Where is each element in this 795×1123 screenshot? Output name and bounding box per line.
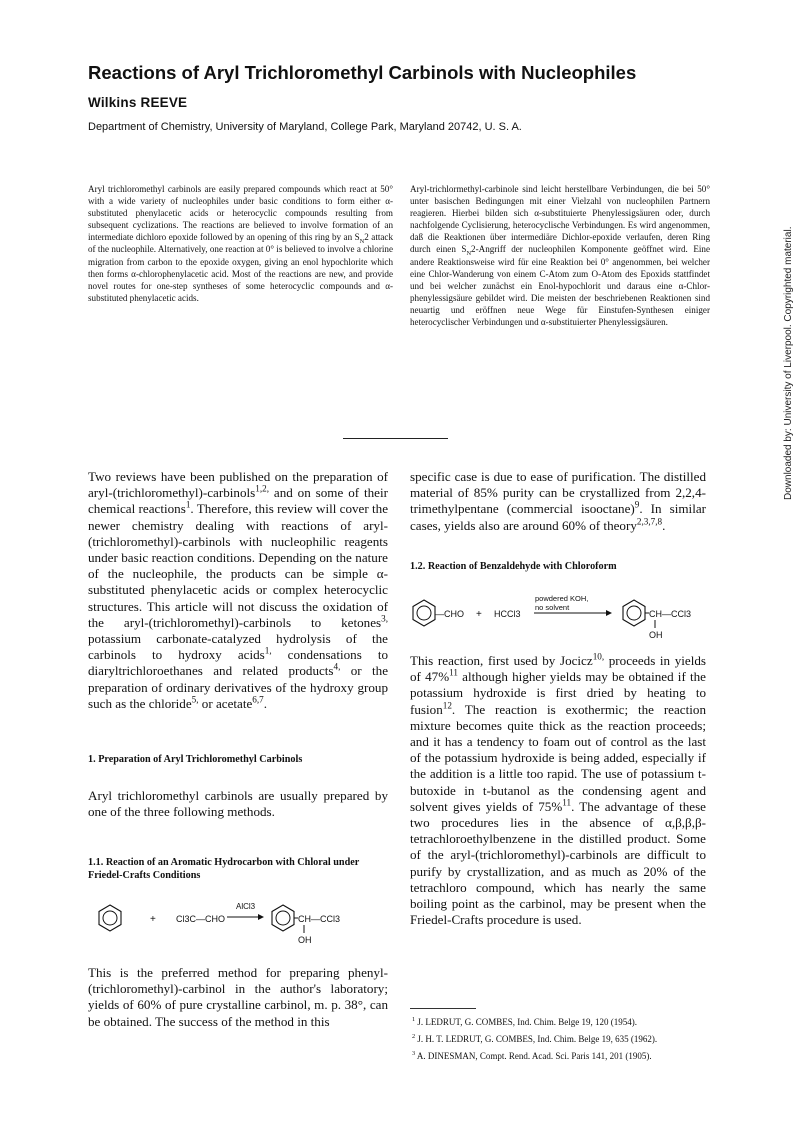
footnote: $^1$ J. LEDRUT, G. COMBES, Ind. Chim. Belge 19, 120 (1954). bbox=[412, 1016, 637, 1027]
affiliation: Department of Chemistry, University of Maryland, College Park, Maryland 20742, U. S. A. bbox=[88, 121, 522, 133]
section-1-heading: 1. Preparation of Aryl Trichloromethyl Carbinols bbox=[88, 754, 303, 765]
section-1-2-paragraph: This reaction, first used by Jocicz$^{10,}$ proceeds in yields of 47%$^{11}$ although higher yields may be obtained if the potassium hydroxide is first dried by heating to fusion$^{12}$. The reaction is exothermic; the reaction mixture becomes quite thick as the reaction proceeds; and it has a tendency to foam out of control as the last of the potassium hydroxide is being added, especially if the addition is a little too rapid. The use of potassium t-butoxide in t-butanol as the condensing agent and solvent gives yields of 75%$^{11}$. The advantage of these two procedures lies in the absence of α,β,β,β-tetrachloroethylbenzene in the distilled product. Some of the aryl-(trichloromethyl)-carbinols are difficult to purify by crystallization, and as much as 20% of the tetrachloro compound, which has nearly the same boiling point as the carbinol, may be present when the Friedel-Crafts procedure is used. bbox=[410, 651, 706, 928]
section-1-paragraph: Aryl trichloromethyl carbinols are usually prepared by one of the three following methods. bbox=[88, 788, 388, 820]
continuation-paragraph: specific case is due to ease of purification. The distilled material of 85% purity can be crystallized from 2,2,4-trimethylpentane (commercial isooctane)$^9$. In similar cases, yields also are around 60% of theory$^{2,3,7,8}$. bbox=[410, 469, 706, 533]
scheme1-catalyst: AlCl3 bbox=[236, 902, 256, 911]
footnote-divider bbox=[410, 1008, 476, 1009]
scheme2-reagent: HCCl3 bbox=[494, 609, 521, 619]
footnote: $^2$ J. H. T. LEDRUT, G. COMBES, Ind. Chim. Belge 19, 635 (1962). bbox=[412, 1033, 658, 1044]
scheme2-condition-top: powdered KOH, bbox=[535, 594, 589, 603]
scheme1-hydroxyl: OH bbox=[298, 935, 312, 945]
abstract-english: Aryl trichloromethyl carbinols are easily prepared compounds which react at 50° with a wide variety of nucleophiles under basic conditions to form either α-substituted phenylacetic acids or heterocyclic compounds resulting from subsequent cyclizations. The reactions are believed to involve formation of an intermediate dichloro epoxide followed by an opening of this ring by an $S_N2$ attack of the nucleophile. Alternatively, one reaction at 0° is believed to involve a chlorine migration from carbon to the epoxide oxygen, giving an enol hypochlorite which then forms α-chlorophenylacetic acid. Most of the reactions are new, and provide novel routes for one-step syntheses of some heterocyclic compounds and α-substituted phenylacetic acids. bbox=[88, 184, 393, 303]
section-divider bbox=[343, 438, 448, 439]
scheme2-aldehyde: —CHO bbox=[435, 609, 464, 619]
benzene-ring-icon bbox=[413, 600, 435, 626]
intro-paragraph: Two reviews have been published on the preparation of aryl-(trichloromethyl)-carbinols$^{1,2,}$ and on some of their chemical reactions$^1$. Therefore, this review will cover the newer chemistry dealing with reactions of aryl-(trichloromethyl)-carbinols with nucleophilic reagents under basic reaction conditions. Depending on the nature of the nucleophile, the products can be simple α-substituted phenylacetic acids or complex heterocyclic structures. This article will not discuss the oxidation of the aryl-(trichloromethyl)-carbinols to ketones$^{3,}$ potassium carbonate-catalyzed hydrolysis of the carbinols to hydroxy acids$^{1,}$ condensations to diaryltrichloroethanes and related products$^{4,}$ or the preparation of ordinary derivatives of the hydroxy group such as the chloride$^{5,}$ or acetate$^{6,7}$. bbox=[88, 469, 389, 711]
scheme1-product: CH—CCl3 bbox=[298, 914, 341, 924]
scheme-benzaldehyde-chloroform bbox=[410, 588, 710, 640]
section-1-1-paragraph: This is the preferred method for preparing phenyl-(trichloromethyl)-carbinol in the author's laboratory; yields of 60% of pure crystalline carbinol, m. p. 38°, can be obtained. The success of the method in this bbox=[88, 965, 388, 1029]
benzene-ring-icon bbox=[272, 905, 298, 931]
section-1-2-heading: 1.2. Reaction of Benzaldehyde with Chloroform bbox=[410, 561, 617, 572]
footnote: $^3$ A. DINESMAN, Compt. Rend. Acad. Sci. Paris 141, 201 (1905). bbox=[412, 1050, 652, 1061]
reaction-arrow-icon bbox=[227, 914, 264, 920]
benzene-ring-icon bbox=[99, 905, 121, 931]
scheme-friedel-crafts bbox=[88, 902, 388, 952]
abstract-german: Aryl-trichlormethyl-carbinole sind leicht herstellbare Verbindungen, die bei 50° unter basischen Bedingungen mit einer Vielzahl von nucleophilen Partnern reagieren. Hierbei bilden sich α-substituierte Phenylessigsäuren oder, durch nachfolgende Cyclisierung, heterocyclische Verbindungen. Es wird angenommen, daß die Reaktionen über intermediäre Dichlor-epoxide verlaufen, deren Ring durch einen $S_N2$-Angriff der nucleophilen Komponente geöffnet wird. Eine andere Reaktionsweise wird für eine Reaktion bei 0° angenommen, bei welcher eine Chlor-Wanderung von einem C-Atom zum O-Atom des Epoxids stattfindet und bei welcher zunächst ein Enol-hypochlorit und daraus eine α-Chlor-phenylessigsäure gebildet wird. Die meisten der beschriebenen Reaktionen sind neuartig und eröffnen neue Wege für Einstufen-Synthesen einiger heterocyclischer Verbindungen und α-substituierter Phenylessigsäuren. bbox=[410, 184, 710, 328]
scheme2-product: CH—CCl3 bbox=[649, 609, 692, 619]
scheme1-plus: + bbox=[150, 914, 156, 925]
author-name: Wilkins REEVE bbox=[88, 95, 188, 110]
scheme2-condition-bottom: no solvent bbox=[535, 603, 570, 612]
scheme2-plus: + bbox=[476, 609, 482, 620]
scheme2-hydroxyl: OH bbox=[649, 630, 663, 640]
section-1-1-heading: 1.1. Reaction of an Aromatic Hydrocarbon with Chloral under Friedel-Crafts Conditions bbox=[88, 857, 360, 881]
scheme1-reagent: Cl3C—CHO bbox=[176, 914, 226, 924]
article-title: Reactions of Aryl Trichloromethyl Carbinols with Nucleophiles bbox=[88, 62, 637, 83]
benzene-ring-icon bbox=[623, 600, 649, 626]
